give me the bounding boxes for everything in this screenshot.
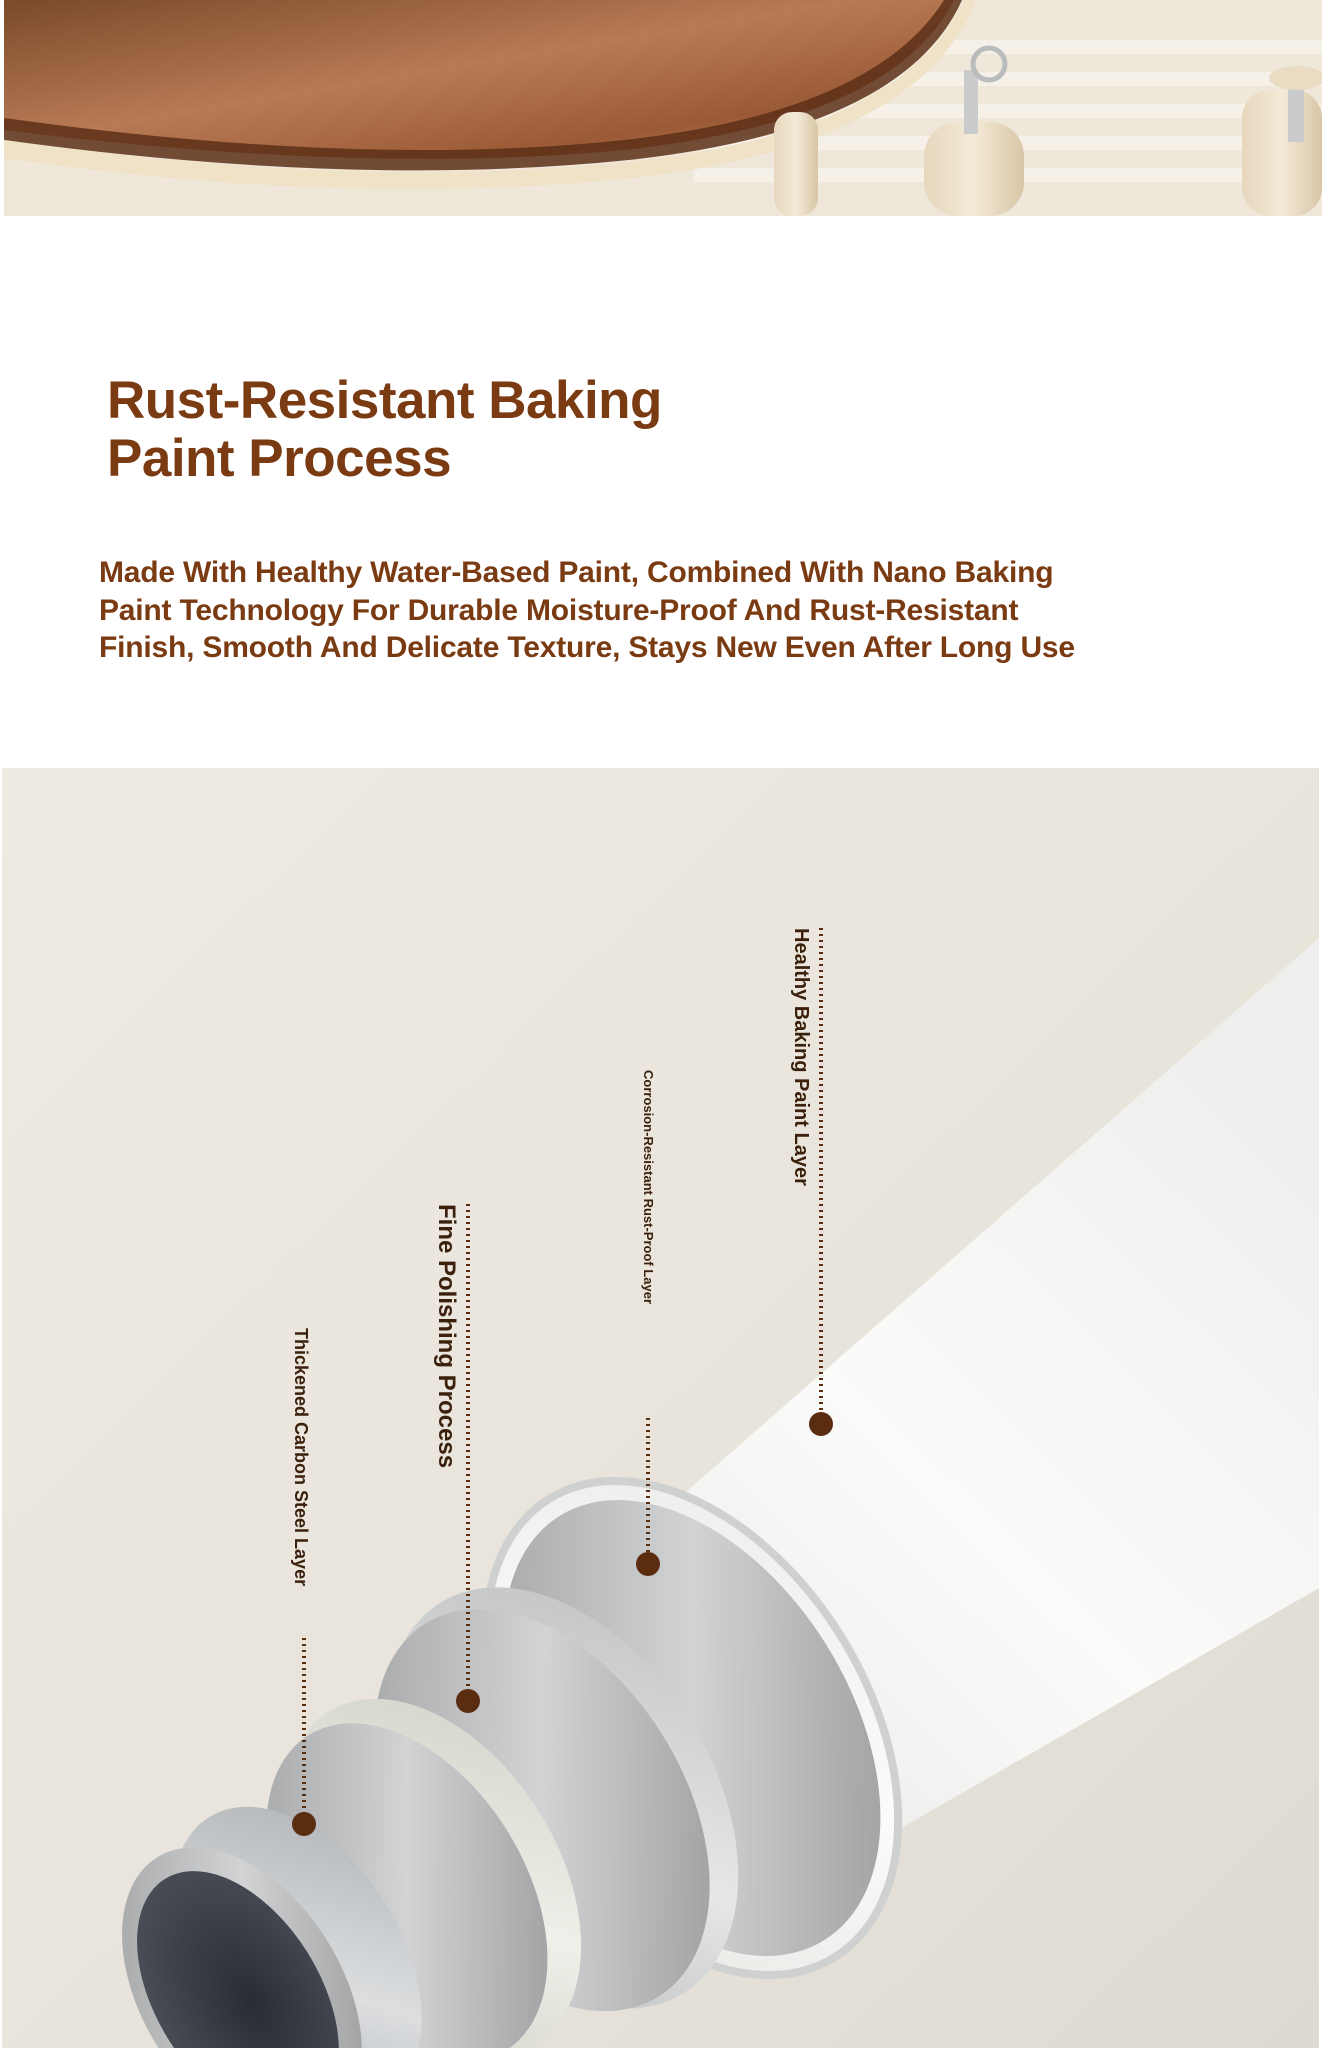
description-line-3: Finish, Smooth And Delicate Texture, Stays New Even After Long Use	[99, 631, 1075, 664]
label-carbon-steel-text: Thickened Carbon Steel Layer	[291, 1328, 311, 1587]
description-line-2: Paint Technology For Durable Moisture-Proof And Rust-Resistant	[99, 593, 1019, 627]
heading-line-2: Paint Process	[107, 429, 452, 488]
pipe-layer-diagram	[2, 768, 1319, 2048]
label-baking-paint-text: Healthy Baking Paint Layer	[790, 928, 812, 1186]
description-line-1: Made With Healthy Water-Based Paint, Combined With Nano Baking	[99, 556, 1054, 589]
label-polishing-text: Fine Polishing Process	[433, 1204, 460, 1469]
section-description	[99, 554, 1229, 667]
hero-product-photo	[4, 0, 1322, 216]
heading-line-1: Rust-Resistant Baking	[107, 371, 662, 430]
section-heading	[107, 372, 767, 488]
label-rust-proof-text: Corrosion-Resistant Rust-Proof Layer	[641, 1070, 656, 1305]
pipe-cross-section-illustration	[2, 768, 1319, 2048]
table-photo-illustration	[4, 0, 1322, 216]
